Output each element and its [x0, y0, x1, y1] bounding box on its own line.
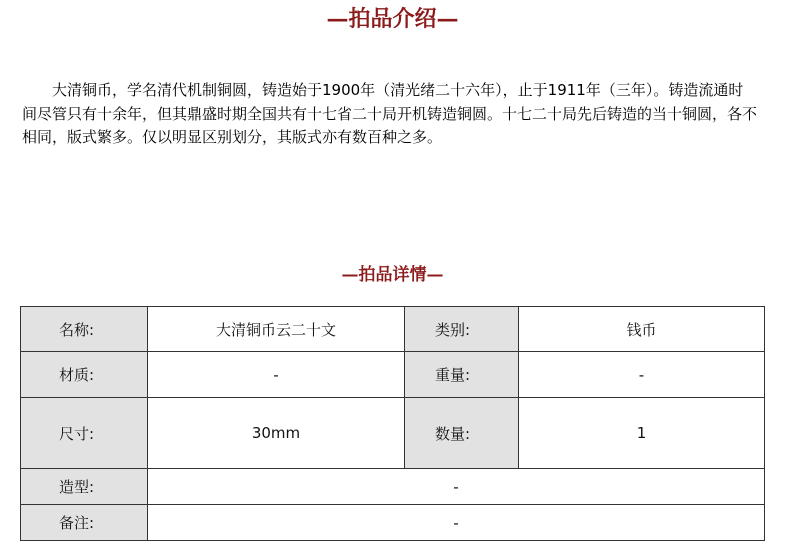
remark-label: 备注: [21, 505, 148, 541]
name-value: 大清铜币云二十文 [148, 307, 405, 352]
size-value: 30mm [148, 398, 405, 469]
quantity-value: 1 [519, 398, 765, 469]
shape-label: 造型: [21, 469, 148, 505]
intro-section-title: —拍品介绍— [326, 6, 459, 32]
details-table [20, 306, 765, 541]
shape-value: - [148, 469, 765, 505]
material-label: 材质: [21, 352, 148, 398]
category-value: 钱币 [519, 307, 765, 352]
table-row [21, 505, 765, 541]
details-section-title: —拍品详情— [341, 265, 444, 285]
table-row [21, 352, 765, 398]
weight-value: - [519, 352, 765, 398]
table-row [21, 469, 765, 505]
remark-value: - [148, 505, 765, 541]
size-label: 尺寸: [21, 398, 148, 469]
quantity-label: 数量: [405, 398, 519, 469]
name-label: 名称: [21, 307, 148, 352]
table-row [21, 398, 765, 469]
intro-paragraph: 大清铜币，学名清代机制铜圆，铸造始于1900年（清光绪二十六年），止于1911年（三年）。铸造流通时间尽管只有十余年，但其鼎盛时期全国共有十七省二十局开机铸造铜圆。十七二十局先后铸造的当十铜圆，各不相同，版式繁多。仅以明显区别划分，其版式亦有数百种之多。 [22, 81, 758, 146]
table-row [21, 307, 765, 352]
category-label: 类别: [405, 307, 519, 352]
material-value: - [148, 352, 405, 398]
weight-label: 重量: [405, 352, 519, 398]
